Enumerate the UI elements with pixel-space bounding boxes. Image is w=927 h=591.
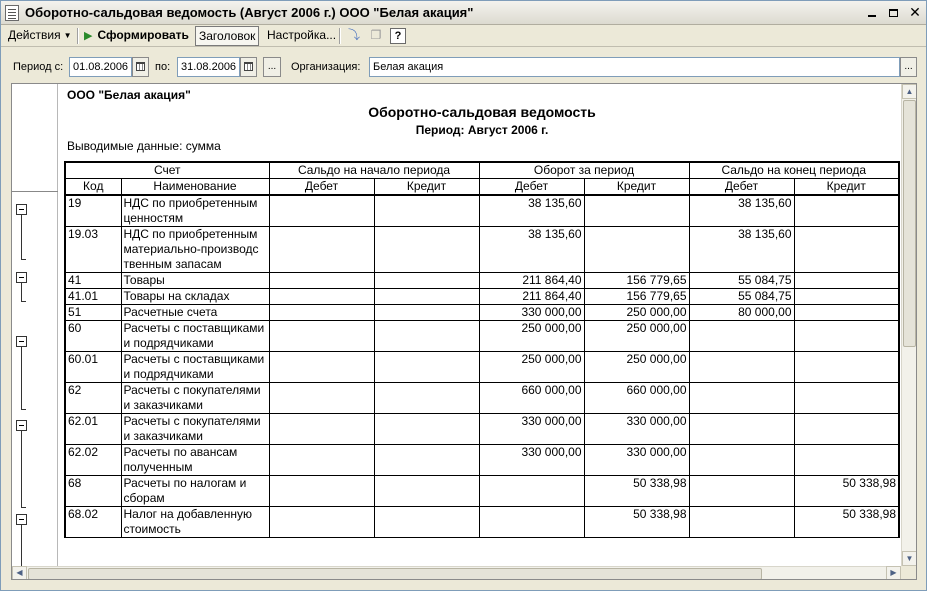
table-row[interactable] bbox=[65, 414, 899, 445]
copy-icon[interactable]: ❐ bbox=[370, 28, 382, 42]
group-line bbox=[21, 431, 22, 507]
turnover-debit-cell[interactable]: 330 000,00 bbox=[479, 445, 584, 476]
opening-credit-cell[interactable] bbox=[374, 227, 479, 273]
opening-credit-cell[interactable] bbox=[374, 289, 479, 305]
closing-debit-cell[interactable] bbox=[689, 383, 794, 414]
turnover-debit-cell[interactable]: 38 135,60 bbox=[479, 195, 584, 227]
settings-button[interactable]: Настройка... bbox=[267, 28, 337, 42]
period-to-input[interactable]: 31.08.2006 bbox=[177, 57, 240, 77]
turnover-debit-cell[interactable]: 250 000,00 bbox=[479, 352, 584, 383]
account-code-cell[interactable]: 62 bbox=[65, 383, 121, 414]
group-line bbox=[21, 507, 26, 508]
closing-debit-cell[interactable] bbox=[689, 445, 794, 476]
account-code-cell[interactable]: 41 bbox=[65, 273, 121, 289]
window-title: Оборотно-сальдовая ведомость (Август 2006 г.) ООО "Белая акация" bbox=[25, 5, 474, 20]
account-name-cell[interactable]: НДС по приобретенным материально-производс твенным запасам bbox=[121, 227, 269, 273]
help-icon[interactable]: ? bbox=[390, 28, 406, 44]
period-from-label: Период с: bbox=[13, 61, 64, 73]
table-row[interactable] bbox=[65, 507, 899, 538]
minimize-icon bbox=[868, 15, 876, 17]
closing-credit-cell[interactable] bbox=[794, 195, 899, 227]
horizontal-scroll-thumb[interactable] bbox=[28, 568, 762, 580]
account-code-cell[interactable]: 62.01 bbox=[65, 414, 121, 445]
header-debit: Дебет bbox=[269, 179, 374, 196]
vertical-scroll-thumb[interactable] bbox=[903, 100, 916, 347]
header-name: Наименование bbox=[121, 179, 269, 196]
table-row[interactable] bbox=[65, 289, 899, 305]
table-row[interactable] bbox=[65, 321, 899, 352]
title-bar[interactable] bbox=[1, 1, 926, 25]
turnover-credit-cell[interactable]: 250 000,00 bbox=[584, 305, 689, 321]
vertical-scrollbar[interactable] bbox=[901, 84, 916, 566]
scrollbar-corner bbox=[901, 566, 916, 580]
header-debit: Дебет bbox=[689, 179, 794, 196]
opening-credit-cell[interactable] bbox=[374, 476, 479, 507]
account-code-cell[interactable]: 68 bbox=[65, 476, 121, 507]
toolbar-separator bbox=[339, 28, 340, 44]
closing-credit-cell[interactable] bbox=[794, 273, 899, 289]
organization-label: Организация: bbox=[291, 61, 361, 73]
account-name-cell[interactable]: Товары на складах bbox=[121, 289, 269, 305]
scroll-right-button[interactable]: ▶ bbox=[886, 566, 901, 580]
group-line bbox=[21, 525, 22, 566]
turnover-debit-cell[interactable]: 330 000,00 bbox=[479, 414, 584, 445]
toolbar-separator bbox=[77, 28, 78, 44]
closing-credit-cell[interactable] bbox=[794, 289, 899, 305]
turnover-credit-cell[interactable] bbox=[584, 227, 689, 273]
minimize-button[interactable] bbox=[863, 4, 881, 21]
calendar-icon bbox=[244, 62, 253, 71]
closing-debit-cell[interactable] bbox=[689, 352, 794, 383]
period-from-calendar-button[interactable] bbox=[132, 57, 149, 77]
report-period: Период: Август 2006 г. bbox=[415, 123, 549, 137]
closing-credit-cell[interactable]: 50 338,98 bbox=[794, 507, 899, 538]
table-row[interactable] bbox=[65, 273, 899, 289]
calendar-icon bbox=[136, 62, 145, 71]
scroll-up-button[interactable]: ▲ bbox=[902, 84, 917, 99]
table-row[interactable] bbox=[65, 476, 899, 507]
turnover-debit-cell[interactable]: 211 864,40 bbox=[479, 289, 584, 305]
account-name-cell[interactable]: Расчеты с поставщиками и подрядчиками bbox=[121, 352, 269, 383]
turnover-debit-cell[interactable]: 660 000,00 bbox=[479, 383, 584, 414]
refresh-icon[interactable]: ⤵ bbox=[347, 28, 360, 42]
filter-panel bbox=[1, 48, 926, 84]
account-code-cell[interactable]: 51 bbox=[65, 305, 121, 321]
table-row[interactable] bbox=[65, 445, 899, 476]
actions-label: Действия bbox=[8, 28, 61, 42]
opening-debit-cell[interactable] bbox=[269, 445, 374, 476]
close-icon: ✕ bbox=[909, 4, 921, 20]
opening-debit-cell[interactable] bbox=[269, 383, 374, 414]
header-credit: Кредит bbox=[584, 179, 689, 196]
closing-debit-cell[interactable]: 55 084,75 bbox=[689, 273, 794, 289]
scroll-down-button[interactable]: ▼ bbox=[902, 551, 917, 566]
period-from-input[interactable]: 01.08.2006 bbox=[69, 57, 132, 77]
opening-debit-cell[interactable] bbox=[269, 321, 374, 352]
group-line bbox=[21, 259, 26, 260]
closing-debit-cell[interactable]: 55 084,75 bbox=[689, 289, 794, 305]
account-code-cell[interactable]: 60.01 bbox=[65, 352, 121, 383]
collapse-icon[interactable] bbox=[16, 272, 27, 283]
report-output-data: Выводимые данные: сумма bbox=[67, 139, 221, 153]
account-name-cell[interactable]: НДС по приобретенным ценностям bbox=[121, 195, 269, 227]
trial-balance-table bbox=[64, 161, 900, 538]
organization-select-button[interactable]: ... bbox=[900, 57, 917, 77]
closing-debit-cell[interactable] bbox=[689, 507, 794, 538]
opening-credit-cell[interactable] bbox=[374, 321, 479, 352]
organization-input[interactable]: Белая акация bbox=[369, 57, 900, 77]
header-toggle-button[interactable]: Заголовок bbox=[195, 26, 259, 46]
dropdown-arrow-icon: ▼ bbox=[63, 31, 72, 40]
header-credit: Кредит bbox=[374, 179, 479, 196]
turnover-debit-cell[interactable]: 38 135,60 bbox=[479, 227, 584, 273]
header-code: Код bbox=[65, 179, 121, 196]
header-account: Счет bbox=[65, 162, 269, 179]
account-code-cell[interactable]: 68.02 bbox=[65, 507, 121, 538]
play-icon: ▶ bbox=[84, 30, 93, 42]
opening-debit-cell[interactable] bbox=[269, 195, 374, 227]
closing-credit-cell[interactable] bbox=[794, 352, 899, 383]
closing-credit-cell[interactable] bbox=[794, 383, 899, 414]
group-line bbox=[21, 409, 26, 410]
account-name-cell[interactable]: Расчеты с покупателями и заказчиками bbox=[121, 414, 269, 445]
opening-credit-cell[interactable] bbox=[374, 195, 479, 227]
opening-credit-cell[interactable] bbox=[374, 414, 479, 445]
generate-label: Сформировать bbox=[97, 28, 189, 42]
closing-credit-cell[interactable] bbox=[794, 414, 899, 445]
opening-credit-cell[interactable] bbox=[374, 273, 479, 289]
account-code-cell[interactable]: 62.02 bbox=[65, 445, 121, 476]
account-code-cell[interactable]: 41.01 bbox=[65, 289, 121, 305]
account-code-cell[interactable]: 60 bbox=[65, 321, 121, 352]
opening-debit-cell[interactable] bbox=[269, 305, 374, 321]
maximize-button[interactable] bbox=[884, 4, 902, 21]
account-name-cell[interactable]: Расчетные счета bbox=[121, 305, 269, 321]
header-opening-balance: Сальдо на начало периода bbox=[269, 162, 479, 179]
table-row[interactable] bbox=[65, 383, 899, 414]
header-closing-balance: Сальдо на конец периода bbox=[689, 162, 899, 179]
collapse-icon[interactable] bbox=[16, 336, 27, 347]
generate-button[interactable] bbox=[81, 26, 192, 46]
period-select-button[interactable]: ... bbox=[263, 57, 281, 77]
turnover-debit-cell[interactable]: 211 864,40 bbox=[479, 273, 584, 289]
turnover-credit-cell[interactable]: 660 000,00 bbox=[584, 383, 689, 414]
account-name-cell[interactable]: Налог на добавленную стоимость bbox=[121, 507, 269, 538]
turnover-credit-cell[interactable]: 330 000,00 bbox=[584, 414, 689, 445]
table-row[interactable] bbox=[65, 305, 899, 321]
toolbar bbox=[1, 25, 926, 47]
closing-debit-cell[interactable]: 38 135,60 bbox=[689, 195, 794, 227]
account-name-cell[interactable]: Расчеты с покупателями и заказчиками bbox=[121, 383, 269, 414]
closing-debit-cell[interactable] bbox=[689, 476, 794, 507]
closing-debit-cell[interactable]: 80 000,00 bbox=[689, 305, 794, 321]
closing-credit-cell[interactable] bbox=[794, 321, 899, 352]
collapse-icon[interactable] bbox=[16, 514, 27, 525]
opening-credit-cell[interactable] bbox=[374, 507, 479, 538]
opening-credit-cell[interactable] bbox=[374, 445, 479, 476]
turnover-credit-cell[interactable]: 50 338,98 bbox=[584, 476, 689, 507]
close-button[interactable] bbox=[906, 4, 924, 21]
turnover-credit-cell[interactable]: 250 000,00 bbox=[584, 352, 689, 383]
collapse-icon[interactable] bbox=[16, 420, 27, 431]
turnover-debit-cell[interactable]: 250 000,00 bbox=[479, 321, 584, 352]
turnover-debit-cell[interactable] bbox=[479, 476, 584, 507]
account-name-cell[interactable]: Товары bbox=[121, 273, 269, 289]
scroll-left-button[interactable]: ◀ bbox=[12, 566, 27, 580]
closing-debit-cell[interactable] bbox=[689, 321, 794, 352]
closing-credit-cell[interactable] bbox=[794, 227, 899, 273]
account-code-cell[interactable]: 19 bbox=[65, 195, 121, 227]
actions-menu-button[interactable] bbox=[5, 26, 75, 46]
maximize-icon bbox=[889, 9, 898, 17]
opening-debit-cell[interactable] bbox=[269, 507, 374, 538]
report-title: Оборотно-сальдовая ведомость bbox=[368, 104, 596, 120]
gutter-divider bbox=[12, 191, 58, 192]
group-line bbox=[21, 301, 26, 302]
header-credit: Кредит bbox=[794, 179, 899, 196]
opening-debit-cell[interactable] bbox=[269, 352, 374, 383]
collapse-icon[interactable] bbox=[16, 204, 27, 215]
report-spreadsheet[interactable] bbox=[11, 83, 917, 580]
group-line bbox=[21, 215, 22, 259]
period-to-label: по: bbox=[155, 61, 171, 73]
turnover-credit-cell[interactable]: 156 779,65 bbox=[584, 289, 689, 305]
closing-credit-cell[interactable] bbox=[794, 305, 899, 321]
opening-debit-cell[interactable] bbox=[269, 289, 374, 305]
closing-debit-cell[interactable]: 38 135,60 bbox=[689, 227, 794, 273]
period-to-calendar-button[interactable] bbox=[240, 57, 257, 77]
table-row[interactable] bbox=[65, 352, 899, 383]
opening-credit-cell[interactable] bbox=[374, 352, 479, 383]
opening-credit-cell[interactable] bbox=[374, 383, 479, 414]
opening-debit-cell[interactable] bbox=[269, 273, 374, 289]
header-debit: Дебет bbox=[479, 179, 584, 196]
account-name-cell[interactable]: Расчеты с поставщиками и подрядчиками bbox=[121, 321, 269, 352]
turnover-debit-cell[interactable] bbox=[479, 507, 584, 538]
opening-debit-cell[interactable] bbox=[269, 227, 374, 273]
account-name-cell[interactable]: Расчеты по налогам и сборам bbox=[121, 476, 269, 507]
table-row[interactable] bbox=[65, 227, 899, 273]
account-name-cell[interactable]: Расчеты по авансам полученным bbox=[121, 445, 269, 476]
turnover-debit-cell[interactable]: 330 000,00 bbox=[479, 305, 584, 321]
opening-debit-cell[interactable] bbox=[269, 476, 374, 507]
header-turnover: Оборот за период bbox=[479, 162, 689, 179]
grouping-gutter bbox=[12, 84, 58, 566]
turnover-credit-cell[interactable]: 330 000,00 bbox=[584, 445, 689, 476]
turnover-credit-cell[interactable]: 250 000,00 bbox=[584, 321, 689, 352]
turnover-credit-cell[interactable] bbox=[584, 195, 689, 227]
report-icon bbox=[5, 5, 19, 21]
opening-credit-cell[interactable] bbox=[374, 305, 479, 321]
closing-credit-cell[interactable] bbox=[794, 445, 899, 476]
group-line bbox=[21, 347, 22, 409]
turnover-credit-cell[interactable]: 50 338,98 bbox=[584, 507, 689, 538]
report-organization: ООО "Белая акация" bbox=[67, 88, 191, 102]
closing-credit-cell[interactable]: 50 338,98 bbox=[794, 476, 899, 507]
horizontal-scrollbar[interactable] bbox=[12, 566, 901, 580]
group-line bbox=[21, 283, 22, 301]
closing-debit-cell[interactable] bbox=[689, 414, 794, 445]
table-row[interactable] bbox=[65, 195, 899, 227]
opening-debit-cell[interactable] bbox=[269, 414, 374, 445]
turnover-credit-cell[interactable]: 156 779,65 bbox=[584, 273, 689, 289]
account-code-cell[interactable]: 19.03 bbox=[65, 227, 121, 273]
